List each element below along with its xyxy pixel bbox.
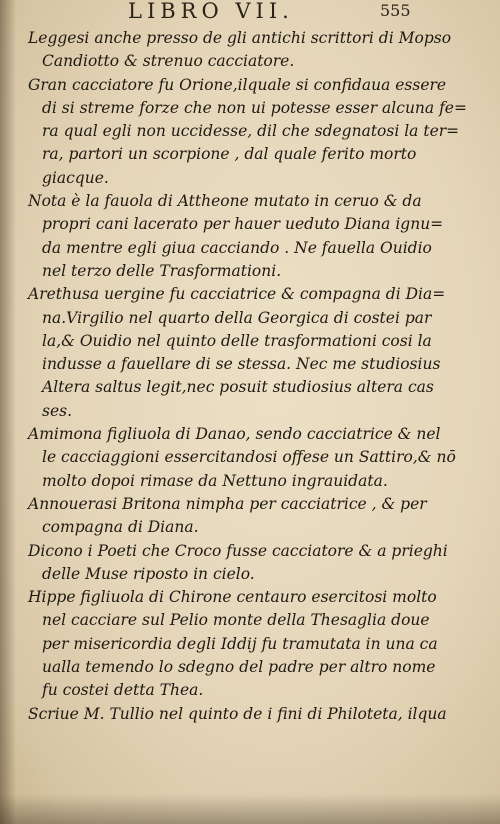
text-line: nel terzo delle Trasformationi.: [42, 261, 282, 280]
text-line: ualla temendo lo sdegno del padre per altro nome: [42, 658, 436, 677]
text-line: Scriue M. Tullio nel quinto de i fini di Philoteta, ilqua: [28, 704, 447, 723]
page-edge-shadow: [0, 794, 500, 824]
text-line: Arethusa uergine fu cacciatrice & compagna di Dia=: [28, 285, 446, 304]
text-line: per misericordia degli Iddij fu tramutata in una ca: [42, 634, 438, 653]
gutter-shadow: [0, 0, 16, 824]
text-line: Gran cacciatore fu Orione,ilquale si confidaua essere: [28, 75, 447, 94]
text-line: la,& Ouidio nel quinto delle trasformationi cosi la: [42, 331, 432, 350]
text-line: Nota è la fauola di Attheone mutato in ceruo & da: [28, 192, 422, 211]
text-line: di si streme forze che non ui potesse esser alcuna fe=: [42, 98, 467, 117]
running-head: LIBRO VII.: [128, 0, 294, 23]
text-line: ses.: [42, 401, 73, 420]
text-line: da mentre egli giua cacciando . Ne fauella Ouidio: [42, 238, 432, 257]
text-line: Leggesi anche presso de gli antichi scrittori di Mopso: [28, 29, 452, 47]
text-line: propri cani lacerato per hauer ueduto Diana ignu=: [42, 215, 444, 234]
page-header: [0, 0, 500, 26]
text-line: nel cacciare sul Pelio monte della Thesaglia doue: [42, 611, 430, 630]
text-line: giacque.: [42, 168, 109, 187]
text-line: na.Virgilio nel quarto della Georgica di costei par: [42, 308, 432, 327]
text-line: compagna di Diana.: [42, 518, 199, 537]
body-text: [28, 27, 484, 726]
text-line: le cacciaggioni essercitandosi offese un Sattiro,& nō: [42, 448, 456, 467]
text-line: delle Muse riposto in cielo.: [42, 564, 255, 583]
text-line: Candiotto & strenuo cacciatore.: [42, 52, 295, 71]
text-line: Annouerasi Britona nimpha per cacciatrice , & per: [28, 494, 427, 513]
text-line: molto dopoi rimase da Nettuno ingrauidata.: [42, 471, 388, 490]
text-line: Hippe figliuola di Chirone centauro esercitosi molto: [28, 588, 437, 607]
text-line: Altera saltus legit,nec posuit studiosius altera cas: [42, 378, 434, 397]
page-number: 555: [380, 1, 411, 20]
text-line: ra, partori un scorpione , dal quale ferito morto: [42, 145, 417, 164]
text-line: Dicono i Poeti che Croco fusse cacciatore & a prieghi: [28, 541, 448, 560]
text-line: fu costei detta Thea.: [42, 681, 204, 700]
text-line: ra qual egli non uccidesse, dil che sdegnatosi la ter=: [42, 122, 460, 141]
text-line: Amimona figliuola di Danao, sendo cacciatrice & nel: [28, 425, 441, 444]
text-line: indusse a fauellare di se stessa. Nec me studiosius: [42, 355, 441, 374]
